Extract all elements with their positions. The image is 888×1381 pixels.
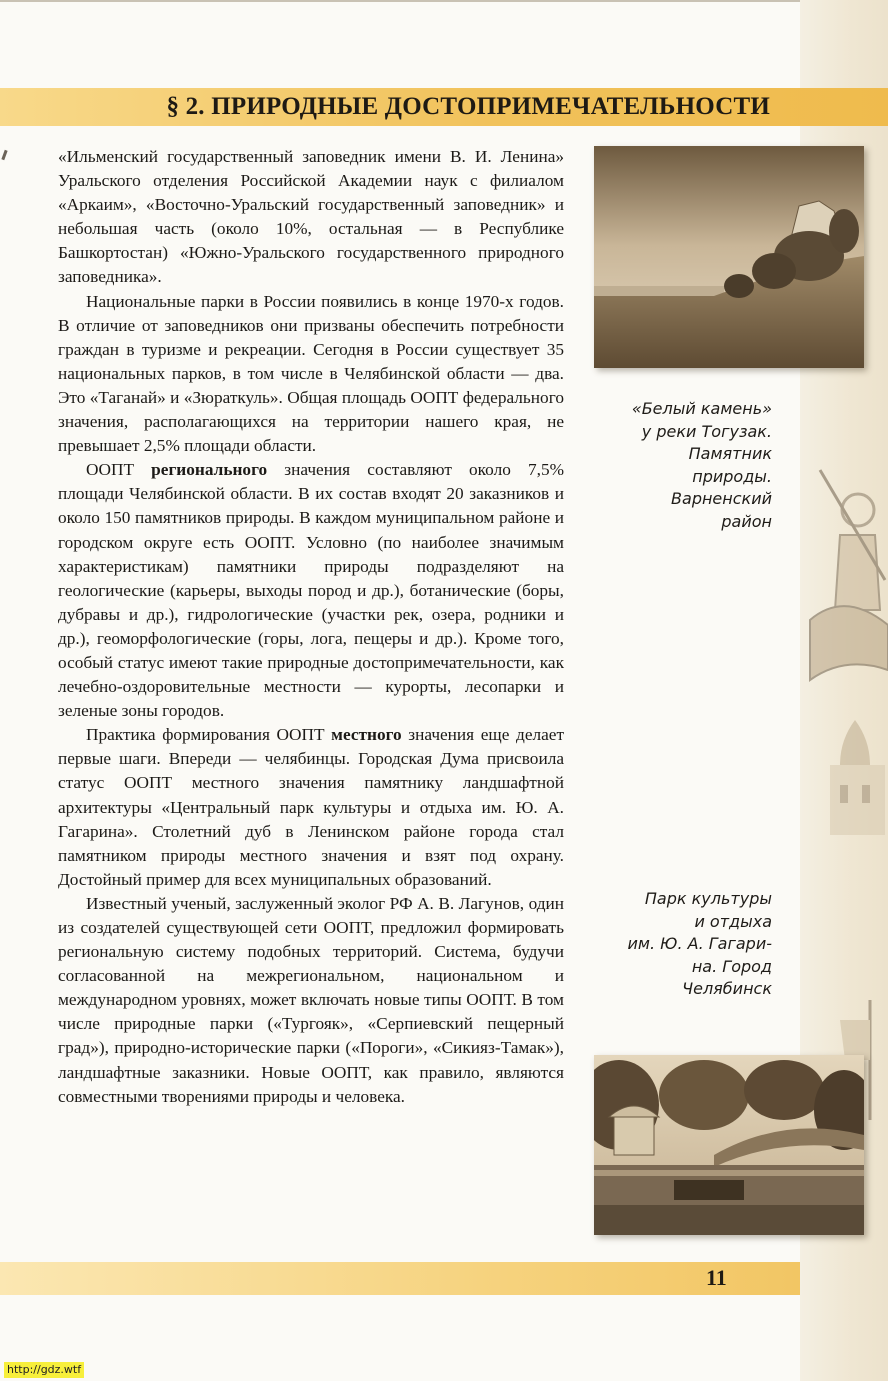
bold-term: местного [331, 725, 402, 745]
bold-term: регионального [151, 460, 268, 480]
paragraph: «Ильменский государственный заповедник имени В. И. Ленина» Уральского отделения Российской Академии наук с филиалом «Аркаим», «Восточно-Уральский государственный заповедник» и небольшая часть (около 10%, остальная — в Республике Башкортостан) «Южно-Уральского государственного природного заповедника». [58, 147, 564, 287]
page-number: 11 [706, 1265, 727, 1290]
paragraph: Известный ученый, заслуженный эколог РФ А. В. Лагунов, один из создателей существующей сети ООПТ, предложил формировать региональную систему подобных территорий. Система, будучи согласованной на межрегиональном, национальном и международном уровнях, может включать новые типы ООПТ. В том числе природные парки («Тургояк», «Серпиевский пещерный град»), природно-исторические парки («Пороги», «Сикияз-Тамак»), ландшафтные заказники. Новые ООПТ, как правило, являются совместными творениями природы и человека. [58, 893, 564, 1106]
gagarin-park-caption: Парк культуры и отдыха им. Ю. А. Гагари- на. Город Челябинск [627, 889, 772, 998]
white-stone-photo [594, 146, 864, 368]
margin-mark [1, 150, 7, 160]
footer-band [0, 1262, 800, 1295]
paragraph: ООПТ регионального значения составляют около 7,5% площади Челябинской области. В их состав входят 20 заказников и около 150 памятников природы. В каждом муниципальном районе и городском округе есть ООПТ. Условно (по наиболее значимым характеристикам) памятники природы подразделяют на геологические (карьеры, выходы пород и др.), ботанические (боры, дубравы и др.), гидрологические (участки рек, озера, родники и др.), геоморфологические (горы, лога, пещеры и др.). Кроме того, особый статус имеют такие природные достопримечательности, как лечебно-оздоровительные местности — курорты, лесопарки и зеленые зоны городов. [58, 460, 564, 721]
rider-illustration [800, 440, 888, 700]
gagarin-park-photo [594, 1055, 864, 1235]
top-rule [0, 0, 800, 2]
paragraph: Национальные парки в России появились в конце 1970-х годов. В отличие от заповедников они призваны обеспечить потребности граждан в туризме и рекреации. Сегодня в России существует 35 национальных парков, в том числе в Челябинской области — два. Это «Таганай» и «Зюраткуль». Общая площадь ООПТ федерального значения, располагающихся на территории нашего края, не превышает 2,5% площади области. [58, 291, 564, 456]
white-stone-caption: «Белый камень» у реки Тогузак. Памятник природы. Варненский район [631, 399, 772, 531]
church-illustration [800, 700, 888, 840]
body-text [58, 145, 564, 1109]
watermark-link[interactable]: http://gdz.wtf [4, 1362, 84, 1378]
section-title: § 2. ПРИРОДНЫЕ ДОСТОПРИМЕЧАТЕЛЬНОСТИ [166, 93, 770, 120]
paragraph: Практика формирования ООПТ местного значения еще делает первые шаги. Впереди — челябинцы. Городская Дума присвоила статус ООПТ местного значения памятнику ландшафтной архитектуры «Центральный парк культуры и отдыха им. Ю. А. Гагарина». Столетний дуб в Ленинском районе города стал памятником природы местного значения и взят под охрану. Достойный пример для всех муниципальных образований. [58, 725, 565, 889]
